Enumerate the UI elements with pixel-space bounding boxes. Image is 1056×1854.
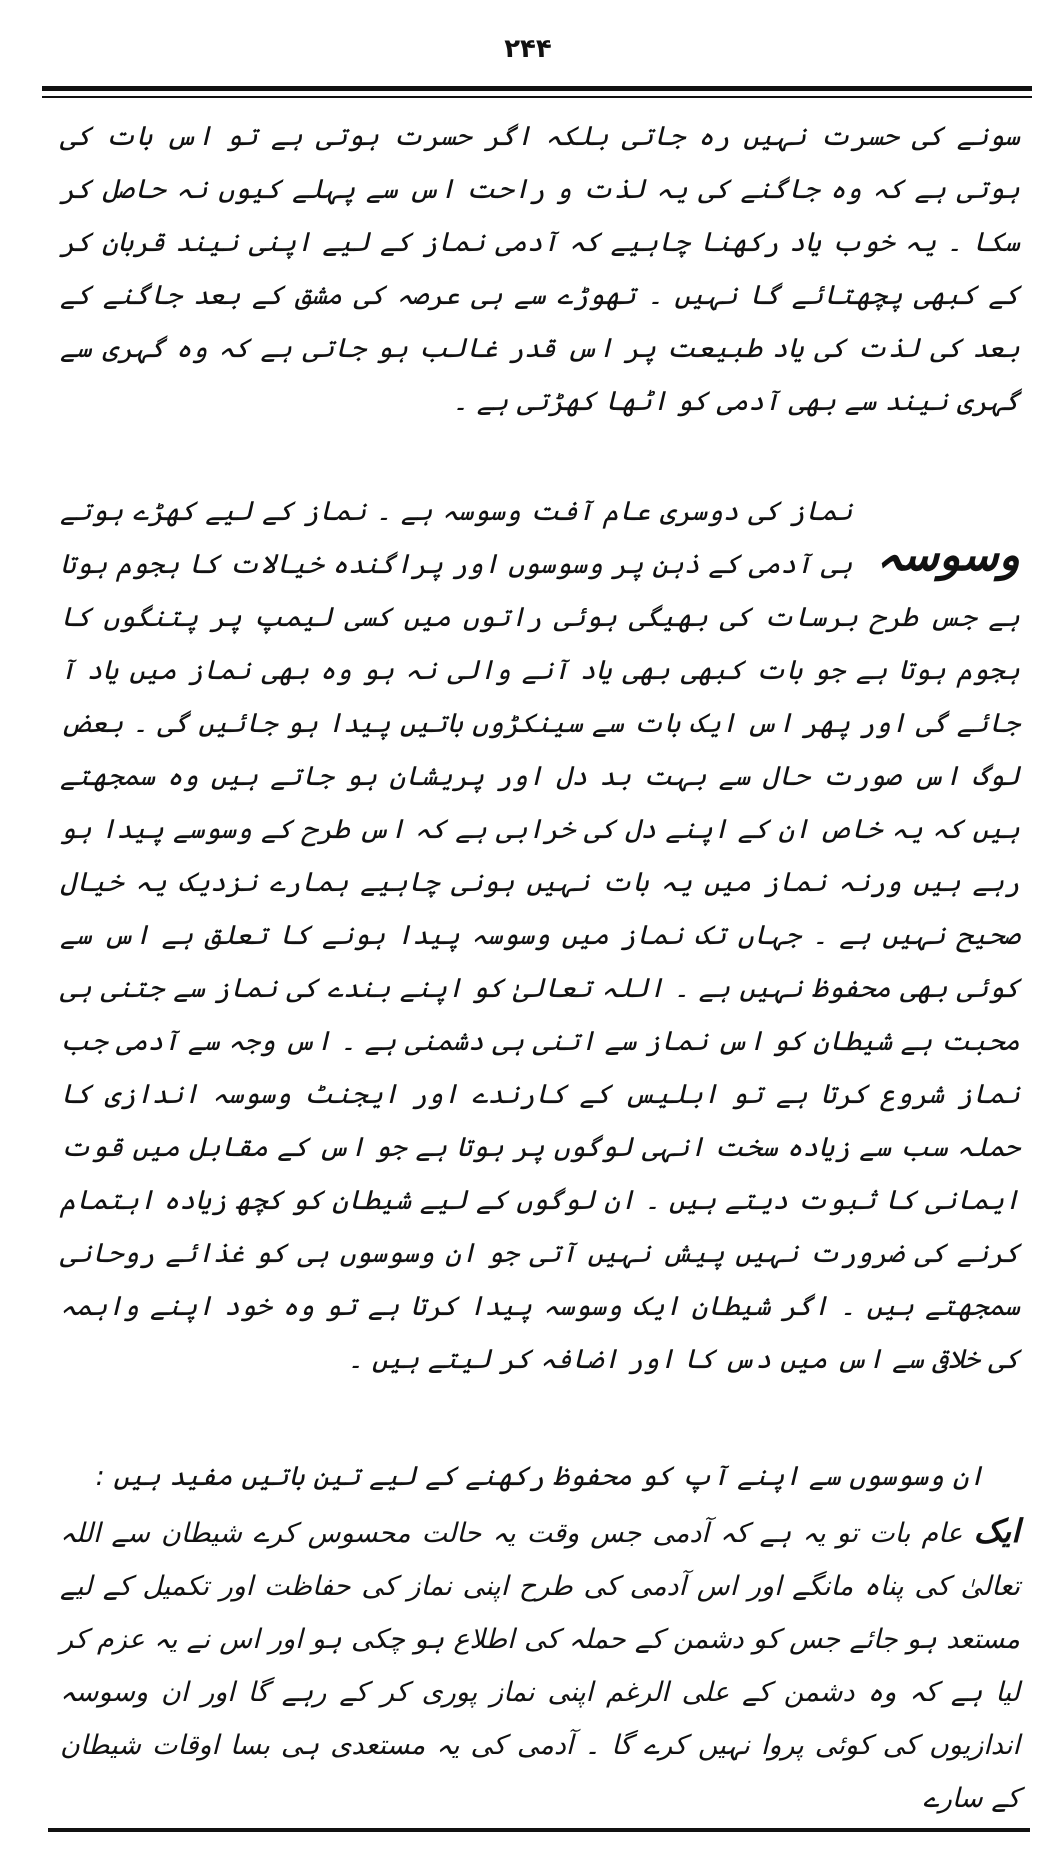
- paragraph-sleep-regret: [60, 110, 1020, 428]
- paragraph-text: ان وسوسوں سے اپنے آپ کو محفوظ رکھنے کے لیے تین باتیں مفید ہیں :: [95, 1461, 985, 1492]
- paragraph-waswasa: [60, 485, 1020, 1386]
- section-heading-waswasa: وسوسہ: [876, 530, 1020, 581]
- lead-word: ایک: [973, 1512, 1020, 1550]
- paragraph-text: نماز کی دوسری عام آفت وسوسہ ہے ۔ نماز کے لیے کھڑے ہوتے ہی آدمی کے ذہن پر وسوسوں اور پراگندہ خیالات کا ہجوم ہوتا ہے جس طرح برسات کی بھیگی ہوئی راتوں میں کسی لیمپ پر پتنگوں کا ہجوم ہوتا ہے جو بات کبھی بھی یاد آنے والی نہ ہو وہ بھی نماز میں یاد آ جائے گی اور پھر اس ایک بات سے سینکڑوں باتیں پیدا ہو جائیں گی ۔ بعض لوگ اس صورت حال سے بہت بد دل اور پریشان ہو جاتے ہیں وہ سمجھتے ہیں کہ یہ خاص ان کے اپنے دل کی خرابی ہے کہ اس طرح کے وسوسے پیدا ہو رہے ہیں ورنہ نماز میں یہ بات نہیں ہونی چاہیے ہمارے نزدیک یہ خیال صحیح نہیں ہے ۔ جہاں تک نماز میں وسوسہ پیدا ہونے کا تعلق ہے اس سے کوئی بھی محفوظ نہیں ہے ۔ اللہ تعالیٰ کو اپنے بندے کی نماز سے جتنی ہی محبت ہے شیطان کو اس نماز سے اتنی ہی دشمنی ہے ۔ اس وجہ سے آدمی جب نماز شروع کرتا ہے تو ابلیس کے کارندے اور ایجنٹ وسوسہ اندازی کا حملہ سب سے زیادہ سخت انہی لوگوں پر ہوتا ہے جو اس کے مقابل میں قوت ایمانی کا ثبوت دیتے ہیں ۔ ان لوگوں کے لیے شیطان کو کچھ زیادہ اہتمام کرنے کی ضرورت نہیں پیش نہیں آتی جو ان وسوسوں ہی کو غذائے روحانی سمجھتے ہیں ۔ اگر شیطان ایک وسوسہ پیدا کرتا ہے تو وہ خود اپنے واہمہ کی خلاقی سے اس میں دس کا اور اضافہ کر لیتے ہیں ۔: [60, 496, 1020, 1375]
- paragraph-three-remedies: [60, 1450, 1020, 1503]
- paragraph-first-remedy: [60, 1505, 1020, 1825]
- paragraph-text: عام بات تو یہ ہے کہ آدمی جس وقت یہ حالت محسوس کرے شیطان سے اللہ تعالیٰ کی پناہ مانگے اور اس آدمی کی طرح اپنی نماز کی حفاظت اور تکمیل کے لیے مستعد ہو جائے جس کو دشمن کے حملہ کی اطلاع ہو چکی ہو اور اس نے یہ عزم کر لیا ہے کہ وہ دشمن کے علی الرغم اپنی نماز پوری کر کے رہے گا اور ان وسوسہ اندازیوں کی کوئی پروا نہیں کرے گا ۔ آدمی کی یہ مستعدی ہی بسا اوقات شیطان کے سارے: [60, 1518, 1020, 1814]
- header-rule-thin: [42, 96, 1032, 98]
- page-number: ۲۴۴: [504, 34, 552, 64]
- header-rule-thick: [42, 86, 1032, 91]
- paragraph-text: سونے کی حسرت نہیں رہ جاتی بلکہ اگر حسرت ہوتی ہے تو اس بات کی ہوتی ہے کہ وہ جاگنے کی یہ لذت و راحت اس سے پہلے کیوں نہ حاصل کر سکا ۔ یہ خوب یاد رکھنا چاہیے کہ آدمی نماز کے لیے اپنی نیند قربان کر کے کبھی پچھتائے گا نہیں ۔ تھوڑے سے ہی عرصہ کی مشق کے بعد جاگنے کے بعد کی لذت کی یاد طبیعت پر اس قدر غالب ہو جاتی ہے کہ وہ گہری سے گہری نیند سے بھی آدمی کو اٹھا کھڑتی ہے ۔: [60, 121, 1020, 417]
- footer-rule: [48, 1828, 1030, 1832]
